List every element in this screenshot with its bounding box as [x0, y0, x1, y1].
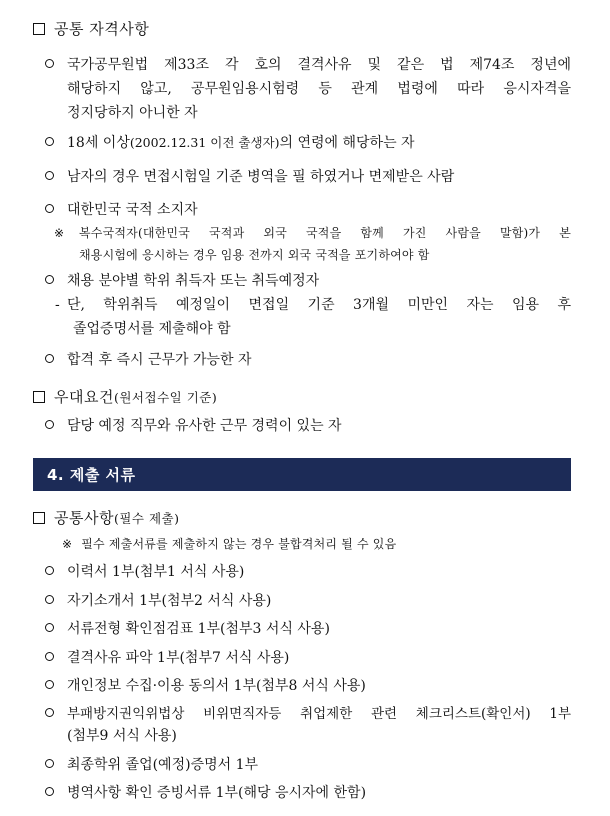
circle-bullet-icon: [45, 275, 54, 284]
list-item-qualification-3: 남자의 경우 면접시험일 기준 병역을 필 하였거나 면제받은 사람: [45, 168, 454, 186]
note-mark: ※: [54, 226, 65, 240]
list-item-preferred-1: 담당 예정 직무와 유사한 근무 경력이 있는 자: [45, 417, 342, 435]
section-heading-common: 공통 자격사항: [33, 20, 149, 38]
checkbox-square-icon: [33, 23, 45, 35]
circle-bullet-icon: [45, 204, 54, 213]
circle-bullet-icon: [45, 137, 54, 146]
dual-citizenship-note-line-2: 채용시험에 응시하는 경우 임용 전까지 외국 국적을 포기하여야 함: [79, 248, 430, 262]
list-item-qualification-5: 채용 분야별 학위 취득자 또는 취득예정자: [45, 272, 319, 290]
section-heading-preferred: 우대요건(원서접수일 기준): [33, 388, 217, 407]
circle-bullet-icon: [45, 680, 54, 689]
documents-note: ※ 필수 제출서류를 제출하지 않는 경우 불합격처리 될 수 있음: [62, 537, 397, 551]
list-item-document-5: 개인정보 수집·이용 동의서 1부(첨부8 서식 사용): [45, 677, 366, 695]
section-heading-documents: 공통사항(필수 제출): [33, 509, 180, 528]
circle-bullet-icon: [45, 354, 54, 363]
dual-citizenship-note-line-1: 복수국적자(대한민국 국적과 외국 국적을 함께 가진 사람을 말함)가 본: [79, 226, 571, 240]
degree-note-line-1: 단, 학위취득 예정일이 면접일 기준 3개월 미만인 자는 임용 후: [67, 297, 571, 313]
list-item-qualification-2: 18세 이상(2002.12.31 이전 출생자)의 연령에 해당하는 자: [45, 134, 415, 152]
document-6-line-1: 부패방지권익위법상 비위면직자등 취업제한 관련 체크리스트(확인서) 1부: [67, 706, 571, 722]
checkbox-square-icon: [33, 512, 45, 524]
list-item-document-1: 이력서 1부(첨부1 서식 사용): [45, 563, 244, 581]
qualification-1-line-3: 정지당하지 아니한 자: [67, 105, 198, 121]
circle-bullet-icon: [45, 420, 54, 429]
qualification-1-line-1: 국가공무원법 제33조 각 호의 결격사유 및 같은 법 제74조 정년에: [67, 57, 571, 73]
qualification-1-line-2: 해당하지 않고, 공무원임용시험령 등 관계 법령에 따라 응시자격을: [67, 81, 571, 97]
list-item-document-7: 최종학위 졸업(예정)증명서 1부: [45, 756, 258, 774]
circle-bullet-icon: [45, 787, 54, 796]
circle-bullet-icon: [45, 171, 54, 180]
list-item-qualification-1: [45, 56, 67, 74]
list-item-document-6: [45, 705, 67, 723]
circle-bullet-icon: [45, 59, 54, 68]
circle-bullet-icon: [45, 566, 54, 575]
circle-bullet-icon: [45, 595, 54, 604]
circle-bullet-icon: [45, 623, 54, 632]
document-6-line-2: (첨부9 서식 사용): [67, 728, 177, 744]
list-item-document-8: 병역사항 확인 증빙서류 1부(해당 응시자에 한함): [45, 784, 366, 802]
circle-bullet-icon: [45, 708, 54, 717]
circle-bullet-icon: [45, 759, 54, 768]
list-item-qualification-4: 대한민국 국적 소지자: [45, 201, 198, 219]
list-item-document-2: 자기소개서 1부(첨부2 서식 사용): [45, 592, 271, 610]
circle-bullet-icon: [45, 652, 54, 661]
dash-mark: -: [55, 297, 60, 313]
section-title: 4. 제출 서류: [47, 466, 136, 484]
list-item-qualification-6: 합격 후 즉시 근무가 가능한 자: [45, 351, 252, 369]
section-title-bar: [33, 458, 571, 491]
list-item-document-4: 결격사유 파악 1부(첨부7 서식 사용): [45, 649, 289, 667]
list-item-document-3: 서류전형 확인점검표 1부(첨부3 서식 사용): [45, 620, 330, 638]
degree-note-line-2: 졸업증명서를 제출해야 함: [73, 321, 231, 337]
checkbox-square-icon: [33, 391, 45, 403]
